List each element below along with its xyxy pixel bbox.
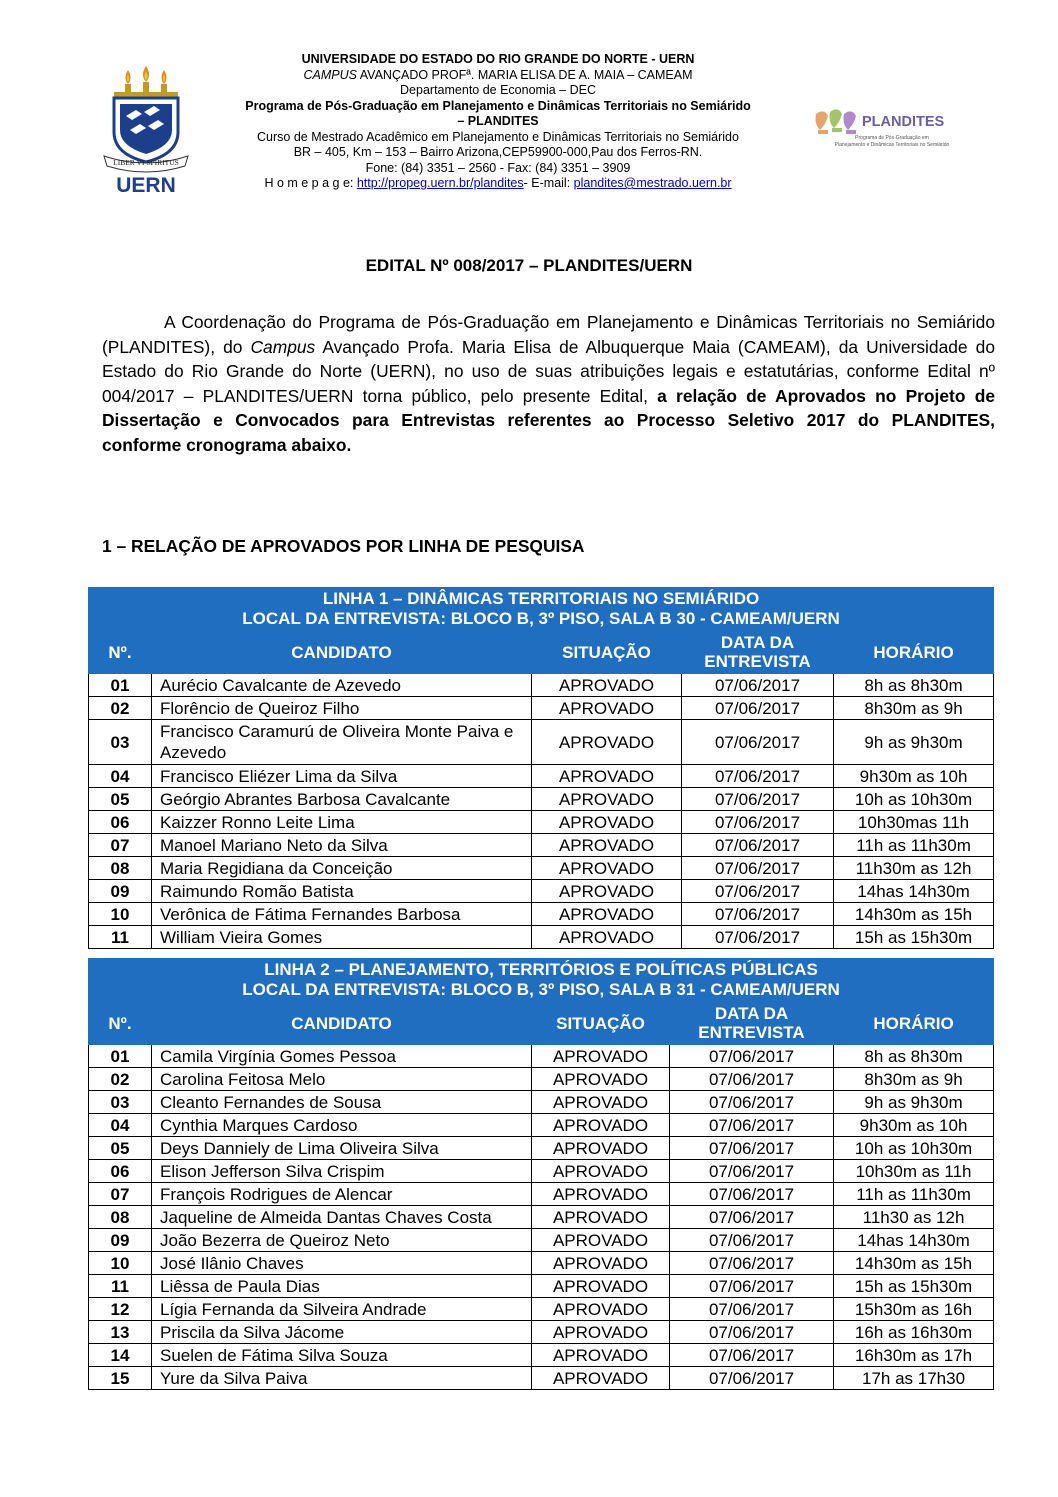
status-cell: APROVADO — [532, 926, 682, 949]
row-number: 06 — [89, 811, 152, 834]
time-cell: 14h30m as 15h — [834, 903, 994, 926]
row-number: 07 — [89, 1183, 152, 1206]
email-link[interactable]: plandites@mestrado.uern.br — [573, 176, 732, 190]
candidate-name: José Ilânio Chaves — [152, 1252, 532, 1275]
status-cell: APROVADO — [532, 1229, 670, 1252]
table-row — [89, 1206, 994, 1229]
campus-line: CAMPUS AVANÇADO PROFª. MARIA ELISA DE A. MAIA – CAMEAM — [303, 67, 693, 82]
row-number: 02 — [89, 1068, 152, 1091]
candidate-name: Kaizzer Ronno Leite Lima — [152, 811, 532, 834]
col-num: Nº. — [89, 1002, 152, 1045]
candidate-name: Camila Virgínia Gomes Pessoa — [152, 1045, 532, 1068]
status-cell: APROVADO — [532, 903, 682, 926]
row-number: 10 — [89, 1252, 152, 1275]
status-cell: APROVADO — [532, 1344, 670, 1367]
candidate-name: Carolina Feitosa Melo — [152, 1068, 532, 1091]
status-cell: APROVADO — [532, 1091, 670, 1114]
table-banner — [89, 959, 994, 1002]
date-cell: 07/06/2017 — [670, 1275, 834, 1298]
table-row — [89, 834, 994, 857]
row-number: 06 — [89, 1160, 152, 1183]
uern-logo-icon — [100, 64, 192, 198]
intro-paragraph: A Coordenação do Programa de Pós-Graduação em Planejamento e Dinâmicas Territoriais no Semiárido (PLANDITES), do Campus Avançado Profa. Maria Elisa de Albuquerque Maia (CAMEAM), da Universidade do Estado do Rio Grande do Norte (UERN), no uso de suas atribuições legais e estatutárias, conforme Edital nº 004/2017 – PLANDITES/UERN torna público, pelo presente Edital, a relação de Aprovados no Projeto de Dissertação e Convocados para Entrevistas referentes ao Processo Seletivo 2017 do PLANDITES, conforme cronograma abaixo. — [102, 312, 995, 455]
status-cell: APROVADO — [532, 834, 682, 857]
candidate-name: Suelen de Fátima Silva Souza — [152, 1344, 532, 1367]
candidate-name: Florêncio de Queiroz Filho — [152, 697, 532, 720]
linha-local: LOCAL DA ENTREVISTA: BLOCO B, 3º PISO, SALA B 30 - CAMEAM/UERN — [242, 609, 840, 628]
time-cell: 8h30m as 9h — [834, 697, 994, 720]
time-cell: 8h as 8h30m — [834, 1045, 994, 1068]
linha-title: LINHA 2 – PLANEJAMENTO, TERRITÓRIOS E POLÍTICAS PÚBLICAS — [264, 960, 818, 979]
time-cell: 9h30m as 10h — [834, 765, 994, 788]
status-cell: APROVADO — [532, 1045, 670, 1068]
time-cell: 10h30mas 11h — [834, 811, 994, 834]
table-row — [89, 765, 994, 788]
time-cell: 15h30m as 16h — [834, 1298, 994, 1321]
status-cell: APROVADO — [532, 788, 682, 811]
candidate-name: Maria Regidiana da Conceição — [152, 857, 532, 880]
candidate-name: Priscila da Silva Jácome — [152, 1321, 532, 1344]
table-row — [89, 1367, 994, 1390]
candidate-name: Verônica de Fátima Fernandes Barbosa — [152, 903, 532, 926]
date-cell: 07/06/2017 — [670, 1183, 834, 1206]
time-cell: 9h30m as 10h — [834, 1114, 994, 1137]
table-row — [89, 1321, 994, 1344]
col-status: SITUAÇÃO — [532, 631, 682, 674]
results-table-linha-1 — [88, 587, 994, 949]
logo-uern-text: UERN — [116, 174, 176, 197]
time-cell: 10h30m as 11h — [834, 1160, 994, 1183]
date-cell: 07/06/2017 — [670, 1206, 834, 1229]
time-cell: 11h as 11h30m — [834, 1183, 994, 1206]
table-row — [89, 1160, 994, 1183]
plandites-logo-icon — [812, 104, 972, 150]
time-cell: 10h as 10h30m — [834, 788, 994, 811]
date-cell: 07/06/2017 — [682, 857, 834, 880]
table-row — [89, 903, 994, 926]
date-cell: 07/06/2017 — [670, 1229, 834, 1252]
row-number: 08 — [89, 1206, 152, 1229]
institution-info — [200, 52, 796, 192]
col-candidate: CANDIDATO — [152, 631, 532, 674]
table-row — [89, 720, 994, 765]
candidate-name: Yure da Silva Paiva — [152, 1367, 532, 1390]
date-cell: 07/06/2017 — [682, 834, 834, 857]
table-row — [89, 1229, 994, 1252]
time-cell: 10h as 10h30m — [834, 1137, 994, 1160]
table-row — [89, 1275, 994, 1298]
document-header — [0, 0, 1058, 210]
row-number: 09 — [89, 880, 152, 903]
date-cell: 07/06/2017 — [682, 697, 834, 720]
time-cell: 8h30m as 9h — [834, 1068, 994, 1091]
time-cell: 14h30m as 15h — [834, 1252, 994, 1275]
date-cell: 07/06/2017 — [670, 1367, 834, 1390]
col-status: SITUAÇÃO — [532, 1002, 670, 1045]
col-time: HORÁRIO — [834, 1002, 994, 1045]
status-cell: APROVADO — [532, 1298, 670, 1321]
date-cell: 07/06/2017 — [670, 1045, 834, 1068]
program-line: Programa de Pós-Graduação em Planejamento e Dinâmicas Territoriais no Semiárido — [245, 98, 751, 113]
status-cell: APROVADO — [532, 1321, 670, 1344]
row-number: 07 — [89, 834, 152, 857]
date-cell: 07/06/2017 — [670, 1252, 834, 1275]
status-cell: APROVADO — [532, 1275, 670, 1298]
status-cell: APROVADO — [532, 697, 682, 720]
status-cell: APROVADO — [532, 1252, 670, 1275]
table-header-row — [89, 631, 994, 674]
date-cell: 07/06/2017 — [670, 1321, 834, 1344]
status-cell: APROVADO — [532, 1068, 670, 1091]
candidate-name: William Vieira Gomes — [152, 926, 532, 949]
status-cell: APROVADO — [532, 880, 682, 903]
candidate-name: Lígia Fernanda da Silveira Andrade — [152, 1298, 532, 1321]
date-cell: 07/06/2017 — [670, 1137, 834, 1160]
col-date: DATA DA ENTREVISTA — [682, 631, 834, 674]
candidate-name: Raimundo Romão Batista — [152, 880, 532, 903]
status-cell: APROVADO — [532, 857, 682, 880]
table-row — [89, 857, 994, 880]
row-number: 09 — [89, 1229, 152, 1252]
date-cell: 07/06/2017 — [670, 1068, 834, 1091]
homepage-link[interactable]: http://propeg.uern.br/plandites — [356, 176, 524, 190]
date-cell: 07/06/2017 — [670, 1344, 834, 1367]
time-cell: 15h as 15h30m — [834, 1275, 994, 1298]
table-row — [89, 1091, 994, 1114]
time-cell: 15h as 15h30m — [834, 926, 994, 949]
row-number: 11 — [89, 926, 152, 949]
plandites-logo-text: PLANDITES — [862, 114, 945, 130]
time-cell: 14has 14h30m — [834, 880, 994, 903]
table-row — [89, 1298, 994, 1321]
date-cell: 07/06/2017 — [670, 1160, 834, 1183]
table-header-row — [89, 1002, 994, 1045]
row-number: 04 — [89, 765, 152, 788]
date-cell: 07/06/2017 — [670, 1298, 834, 1321]
row-number: 02 — [89, 697, 152, 720]
time-cell: 17h as 17h30 — [834, 1367, 994, 1390]
candidate-name: Aurécio Cavalcante de Azevedo — [152, 674, 532, 697]
candidate-name: Cynthia Marques Cardoso — [152, 1114, 532, 1137]
table-row — [89, 788, 994, 811]
row-number: 01 — [89, 1045, 152, 1068]
linha-title: LINHA 1 – DINÂMICAS TERRITORIAIS NO SEMIÁRIDO — [322, 589, 760, 608]
status-cell: APROVADO — [532, 1367, 670, 1390]
date-cell: 07/06/2017 — [682, 720, 834, 765]
contact-line: H o m e p a g e: http://propeg.uern.br/plandites- E-mail: plandites@mestrado.uern.br — [264, 176, 732, 190]
col-candidate: CANDIDATO — [152, 1002, 532, 1045]
row-number: 10 — [89, 903, 152, 926]
program-acronym-line: – PLANDITES — [457, 114, 539, 128]
table-row — [89, 1252, 994, 1275]
table-row — [89, 1068, 994, 1091]
row-number: 13 — [89, 1321, 152, 1344]
table-banner — [89, 588, 994, 631]
status-cell: APROVADO — [532, 674, 682, 697]
candidate-name: François Rodrigues de Alencar — [152, 1183, 532, 1206]
time-cell: 11h30 as 12h — [834, 1206, 994, 1229]
row-number: 03 — [89, 720, 152, 765]
time-cell: 16h30m as 17h — [834, 1344, 994, 1367]
date-cell: 07/06/2017 — [682, 880, 834, 903]
candidate-name: Elison Jefferson Silva Crispim — [152, 1160, 532, 1183]
svg-text:Planejamento e Dinâmicas Terri: Planejamento e Dinâmicas Territoriais no Semiárido — [834, 142, 950, 148]
date-cell: 07/06/2017 — [682, 674, 834, 697]
col-num: Nº. — [89, 631, 152, 674]
date-cell: 07/06/2017 — [682, 926, 834, 949]
table-row — [89, 674, 994, 697]
edital-title: EDITAL Nº 008/2017 – PLANDITES/UERN — [365, 256, 693, 275]
time-cell: 11h as 11h30m — [834, 834, 994, 857]
status-cell: APROVADO — [532, 811, 682, 834]
time-cell: 9h as 9h30m — [834, 1091, 994, 1114]
table-row — [89, 1344, 994, 1367]
table-row — [89, 811, 994, 834]
row-number: 03 — [89, 1091, 152, 1114]
row-number: 14 — [89, 1344, 152, 1367]
table-row — [89, 697, 994, 720]
course-line: Curso de Mestrado Acadêmico em Planejamento e Dinâmicas Territoriais no Semiárido — [257, 129, 739, 144]
status-cell: APROVADO — [532, 1160, 670, 1183]
date-cell: 07/06/2017 — [670, 1114, 834, 1137]
university-name: UNIVERSIDADE DO ESTADO DO RIO GRANDE DO NORTE - UERN — [301, 52, 695, 66]
candidate-name: Manoel Mariano Neto da Silva — [152, 834, 532, 857]
table-row — [89, 926, 994, 949]
candidate-name: Deys Dannielу de Lima Oliveira Silva — [152, 1137, 532, 1160]
date-cell: 07/06/2017 — [682, 788, 834, 811]
table-row — [89, 1137, 994, 1160]
date-cell: 07/06/2017 — [670, 1091, 834, 1114]
table-row — [89, 1114, 994, 1137]
status-cell: APROVADO — [532, 1114, 670, 1137]
col-time: HORÁRIO — [834, 631, 994, 674]
candidate-name: Jaqueline de Almeida Dantas Chaves Costa — [152, 1206, 532, 1229]
row-number: 11 — [89, 1275, 152, 1298]
section-title: 1 – RELAÇÃO DE APROVADOS POR LINHA DE PESQUISA — [102, 536, 585, 556]
status-cell: APROVADO — [532, 1137, 670, 1160]
date-cell: 07/06/2017 — [682, 811, 834, 834]
candidate-name: João Bezerra de Queiroz Neto — [152, 1229, 532, 1252]
time-cell: 16h as 16h30m — [834, 1321, 994, 1344]
candidate-name: Cleanto Fernandes de Sousa — [152, 1091, 532, 1114]
logo-motto: LIBER VI SPIRITUS — [113, 158, 179, 167]
candidate-name: Geórgio Abrantes Barbosa Cavalcante — [152, 788, 532, 811]
svg-text:Programa de Pós-Graduação em: Programa de Pós-Graduação em — [855, 135, 929, 141]
row-number: 01 — [89, 674, 152, 697]
candidate-name: Francisco Caramurú de Oliveira Monte Paiva e Azevedo — [152, 720, 532, 765]
candidate-name: Liêssa de Paula Dias — [152, 1275, 532, 1298]
department-line: Departamento de Economia – DEC — [400, 83, 596, 97]
time-cell: 11h30m as 12h — [834, 857, 994, 880]
address-line: BR – 405, Km – 153 – Bairro Arizona,CEP59900-000,Pau dos Ferros-RN. — [293, 145, 703, 159]
candidate-name: Francisco Eliézer Lima da Silva — [152, 765, 532, 788]
date-cell: 07/06/2017 — [682, 903, 834, 926]
results-table-linha-2 — [88, 958, 994, 1390]
time-cell: 9h as 9h30m — [834, 720, 994, 765]
time-cell: 8h as 8h30m — [834, 674, 994, 697]
row-number: 12 — [89, 1298, 152, 1321]
table-row — [89, 1045, 994, 1068]
time-cell: 14has 14h30m — [834, 1229, 994, 1252]
date-cell: 07/06/2017 — [682, 765, 834, 788]
table-row — [89, 1183, 994, 1206]
status-cell: APROVADO — [532, 1183, 670, 1206]
row-number: 08 — [89, 857, 152, 880]
table-row — [89, 880, 994, 903]
row-number: 04 — [89, 1114, 152, 1137]
phone-line: Fone: (84) 3351 – 2560 - Fax: (84) 3351 – 3909 — [365, 160, 631, 175]
status-cell: APROVADO — [532, 1206, 670, 1229]
row-number: 15 — [89, 1367, 152, 1390]
status-cell: APROVADO — [532, 765, 682, 788]
status-cell: APROVADO — [532, 720, 682, 765]
linha-local: LOCAL DA ENTREVISTA: BLOCO B, 3º PISO, SALA B 31 - CAMEAM/UERN — [242, 980, 840, 999]
col-date: DATA DA ENTREVISTA — [670, 1002, 834, 1045]
row-number: 05 — [89, 788, 152, 811]
row-number: 05 — [89, 1137, 152, 1160]
